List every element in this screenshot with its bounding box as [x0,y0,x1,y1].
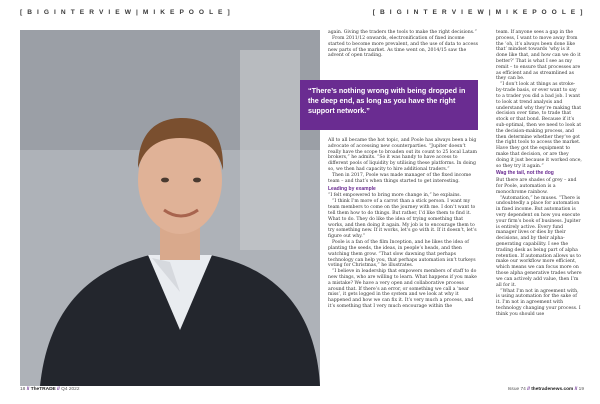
portrait-illustration [20,30,320,386]
website-url: thetradenews.com [531,387,574,392]
paragraph: team. If anyone sees a gap in the process, I want to move away from the ‘oh, it’s always been done like that’ mindset towards ‘why is it done like that, and how can we do it better?’ That is what I see as my remit – to ensure that processes are as efficient and as streamlined as they can be. [496,30,581,82]
footer-separator: // [527,387,532,392]
column-1-bottom [328,138,478,310]
page-number-left: 18 [20,387,26,392]
footer-separator: // [57,387,62,392]
footer-right [508,387,584,392]
running-header-right: [ B I G I N T E R V I E W | M I K E P O O L E ] [372,9,584,16]
publication-name: TheTRADE [30,387,56,392]
footer-separator: // [574,387,579,392]
column-2 [496,30,582,318]
paragraph: “I think I’m more of a carrot than a stick person. I want my team members to come on the journey with me. I don’t want to tell them how to do things. But rather, I’d like them to find it. What to do. They do like the idea of trying something that works, and then doing it again. My job is to encourage them to try something new. If it works, let’s go with it. If it doesn’t, let’s figure out why.” [328,199,477,240]
running-header-left: [ B I G I N T E R V I E W | M I K E P O O L E ] [20,9,232,16]
footer-left [20,387,80,392]
paragraph: Poole is a fan of the film Inception, and he likes the idea of planting the seeds, the ideas, in people’s heads, and then watching them grow. “That slow dawning that perhaps technology can help you, that perhaps automation isn’t turkeys voting for Christmas,” he illustrates. [328,240,476,269]
page-number-right: 19 [578,387,584,392]
paragraph: Then in 2017, Poole was made manager of the fixed income team – and that’s when things started to get interesting. [328,172,472,184]
paragraph: “I don’t look at things as stroke-by-trade basis, or ever want to say to a trader you did a bad job. I want to look at trend analysis and understand why they’re making that decision over time, to trade that stock or that bond. Because if it’s sub-optimal, then we need to look at the decision-making process, and then determine whether they’ve got the right tools to access the market. Have they got the equipment to make that decision, or are they doing it just because it worked once, so they try it again.” [496,82,582,169]
portrait-photo [20,30,320,386]
paragraph: “I felt empowered to bring more change in,” he explains. [328,193,461,199]
pull-quote-text: “There’s nothing wrong with being dropped in the deep end, as long as you have the right support network.” [308,86,466,115]
pull-quote [300,80,478,130]
paragraph: again. Giving the traders the tools to make the right decisions.” [328,30,477,35]
paragraph: “Automation,” he muses. “There is undoubtedly a place for automation in fixed income. But automation is very dependent on how you execute your firm’s book of business. Jupiter is entirely active. Every fund manager lives or dies by their decisions, and by their alpha-generating capability. I see the trading desk as being part of alpha retention. If automation allows us to make our workflow more efficient, which means we can focus more on those alpha generative trades where we can actively add value, then I’m all for it. [496,195,582,288]
paragraph: “What I’m not in agreement with, is using automation for the sake of it. I’m not in agreement with technology changing your process. I think you should use [496,288,581,317]
issue-date: Q4 2022 [61,387,80,392]
subheading-leading-by-example: Leading by example [328,185,376,192]
paragraph: “I believe in leadership that empowers members of staff to do new things, who are willing to learn. What happens if you make a mistake? We have a very open and collaborative process around that. If there’s an error, or something we call a ‘near miss’, it gets logged in the system and we look at why it happened and how we can fix it. It’s very much a process, and it’s something that I very much encourage within the [328,269,477,310]
issue-number: Issue 74 [507,387,526,392]
footer-separator: // [26,387,31,392]
column-1-top [328,30,478,59]
paragraph: From 2011/12 onwards, electronification of fixed income started to become more prevalent, and the use of data to access new parts of the market. As time went on, 2014/15 saw the advent of open trading. [328,35,478,59]
paragraph: All to all became the hot topic, and Poole has always been a big advocate of accessing new counterparties. “Jupiter doesn’t really have the scope to broaden out its count to 25 local Latam brokers,” he admits. “So it was handy to have access to different pools of liquidity by utilising these platforms. In doing so, we then had capacity to hire additional traders.” [328,138,478,172]
subheading-wag-the-tail: Wag the tail, not the dog [496,170,554,177]
paragraph: But there are shades of grey – and for Poole, automation is a monochrome rainbow. [496,178,577,195]
